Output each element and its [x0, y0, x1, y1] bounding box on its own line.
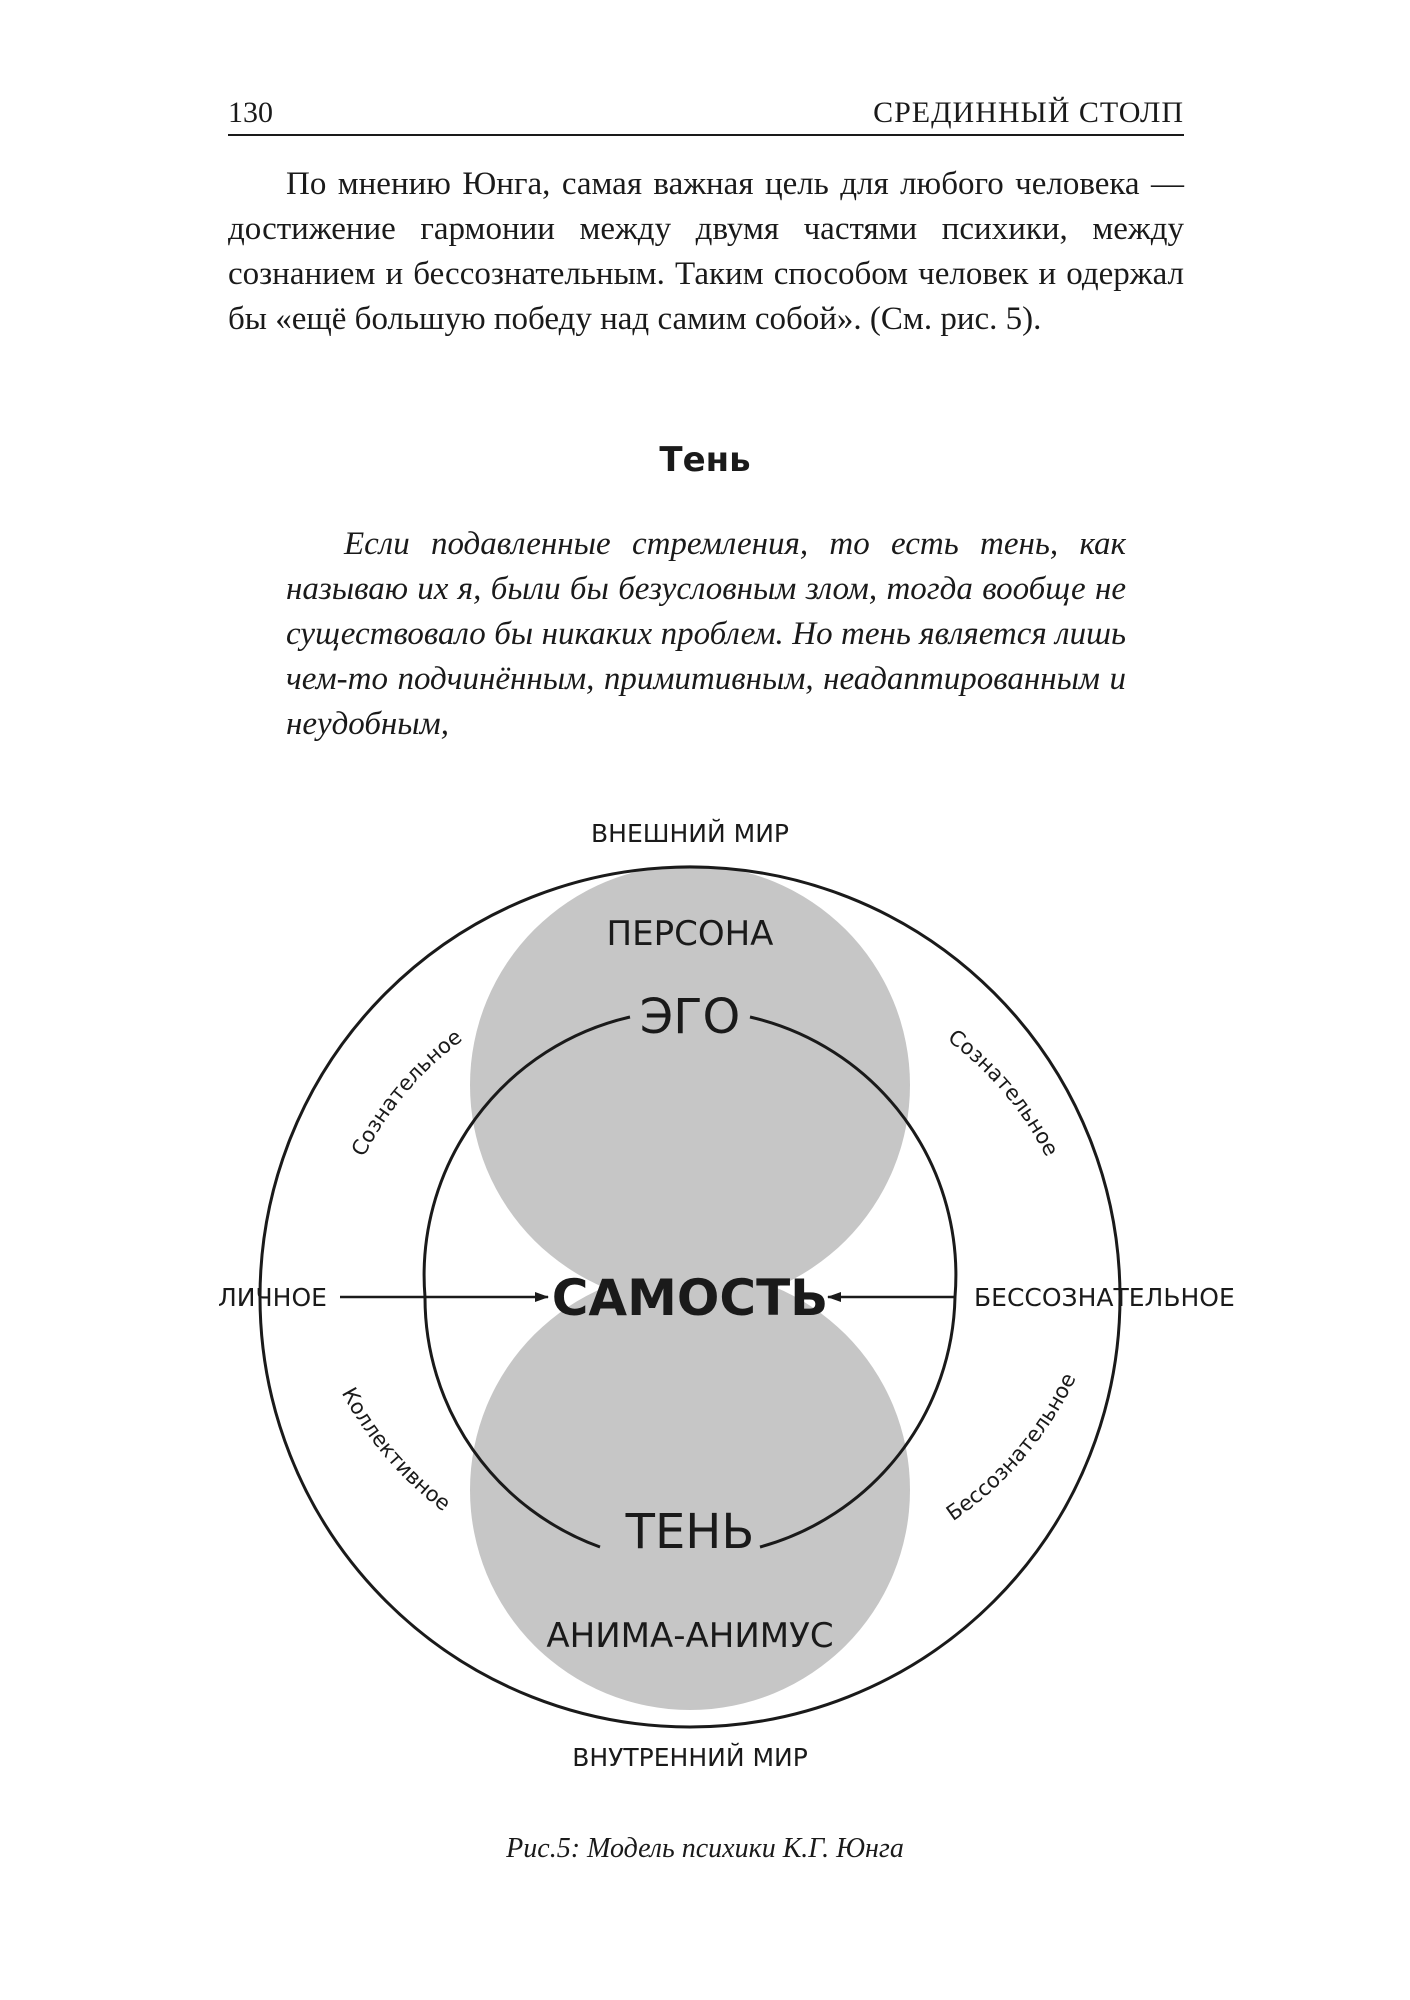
figure-caption: Рис.5: Модель психики К.Г. Юнга	[506, 1833, 904, 1864]
arc-label-unconscious: Бессознательное	[941, 1369, 1081, 1526]
unconscious-label: БЕССОЗНАТЕЛЬНОЕ	[974, 1283, 1235, 1312]
inner-world-label: ВНУТРЕННИЙ МИР	[572, 1743, 808, 1772]
arc-label-conscious-left: Сознательное	[346, 1024, 467, 1160]
personal-label: ЛИЧНОЕ	[218, 1283, 327, 1312]
self-label: САМОСТЬ	[551, 1269, 829, 1327]
outer-world-label: ВНЕШНИЙ МИР	[591, 819, 789, 848]
running-head: СРЕДИННЫЙ СТОЛП	[873, 96, 1184, 129]
ego-label: ЭГО	[639, 989, 741, 1045]
arc-label-conscious-right: Сознательное	[943, 1024, 1064, 1160]
body-paragraph: По мнению Юнга, самая важная цель для любого человека — достижение гармонии между двумя частями психики, между сознанием и бессознательным. Таким способом человек и одержал бы «ещё большую победу над самим собой». (См. рис. 5).	[228, 166, 1184, 337]
arc-label-collective: Коллективное	[336, 1383, 456, 1516]
anima-animus-label: АНИМА-АНИМУС	[546, 1616, 834, 1656]
page-number: 130	[228, 96, 273, 129]
section-heading: Тень	[659, 440, 751, 480]
epigraph-quote: Если подавленные стремления, то есть тень, как называю их я, были бы безусловным злом, тогда вообще не существовало бы никаких проблем. Но тень является лишь чем-то подчинённым, примитивным, неадаптированным и неудобным,	[286, 526, 1126, 742]
persona-label: ПЕРСОНА	[606, 914, 774, 954]
shadow-label: ТЕНЬ	[625, 1504, 755, 1560]
